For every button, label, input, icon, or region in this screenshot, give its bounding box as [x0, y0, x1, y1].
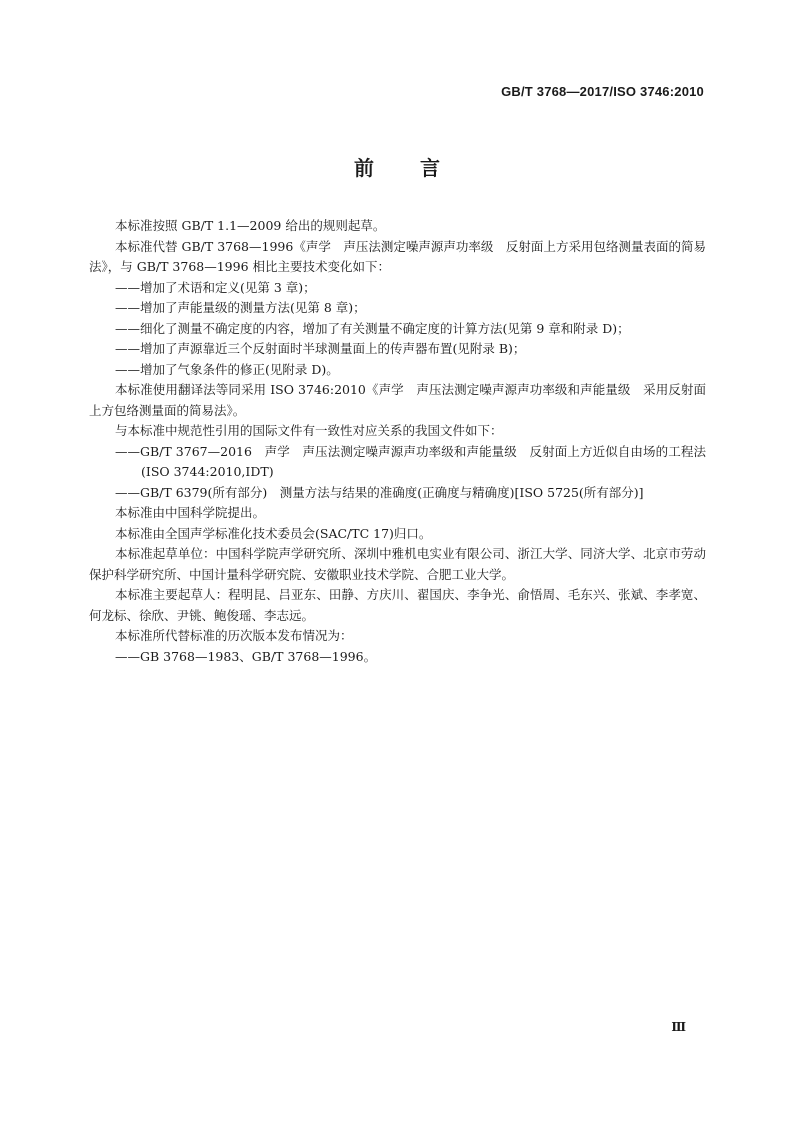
foreword-body [89, 216, 706, 667]
page-number: Ⅲ [671, 1020, 686, 1034]
change-item-uncertainty: ——细化了测量不确定度的内容，增加了有关测量不确定度的计算方法(见第 9 章和附录 D)； [115, 320, 630, 336]
change-item-terms: ——增加了术语和定义(见第 3 章)； [115, 279, 316, 295]
paragraph-correspondence: 与本标准中规范性引用的国际文件有一致性对应关系的我国文件如下： [115, 423, 503, 438]
paragraph-drafters: 本标准主要起草人：程明昆、吕亚东、田静、方庆川、翟国庆、李争光、俞悟周、毛东兴、张斌、李孝宽、何龙标、徐欣、尹铫、鲍俊瑶、李志远。 [89, 587, 706, 623]
change-item-sound-energy: ——增加了声能量级的测量方法(见第 8 章)； [115, 300, 366, 315]
change-item-microphone: ——增加了声源靠近三个反射面时半球测量面上的传声器布置(见附录 B)； [115, 341, 526, 356]
standard-code-header: GB/T 3768—2017/ISO 3746:2010 [501, 84, 704, 99]
history-item-versions: ——GB 3768—1983、GB/T 3768—1996。 [115, 648, 377, 664]
paragraph-committee: 本标准由全国声学标准化技术委员会(SAC/TC 17)归口。 [115, 525, 432, 541]
reference-item-gbt3767: ——GB/T 3767—2016 声学 声压法测定噪声源声功率级和声能量级 反射面上方近似自由场的工程法(ISO 3744:2010,IDT) [115, 443, 706, 479]
reference-item-gbt6379: ——GB/T 6379(所有部分) 测量方法与结果的准确度(正确度与精确度)[ISO 5725(所有部分)] [115, 484, 644, 500]
page-title: 前言 [354, 156, 486, 180]
change-item-meteorological: ——增加了气象条件的修正(见附录 D)。 [115, 361, 339, 377]
paragraph-history: 本标准所代替标准的历次版本发布情况为： [115, 628, 353, 643]
paragraph-drafting-units: 本标准起草单位：中国科学院声学研究所、深圳中雅机电实业有限公司、浙江大学、同济大学、北京市劳动保护科学研究所、中国计量科学研究院、安徽职业技术学院、合肥工业大学。 [89, 546, 706, 582]
paragraph-proposed-by: 本标准由中国科学院提出。 [115, 505, 266, 520]
paragraph-adoption: 本标准使用翻译法等同采用 ISO 3746:2010《声学 声压法测定噪声源声功率级和声能量级 采用反射面上方包络测量面的简易法》。 [89, 382, 706, 418]
paragraph-drafting-rules: 本标准按照 GB/T 1.1—2009 给出的规则起草。 [115, 218, 386, 233]
paragraph-replaces: 本标准代替 GB/T 3768—1996《声学 声压法测定噪声源声功率级 反射面上方采用包络测量表面的简易法》，与 GB/T 3768—1996 相比主要技术变化如下： [89, 238, 706, 274]
